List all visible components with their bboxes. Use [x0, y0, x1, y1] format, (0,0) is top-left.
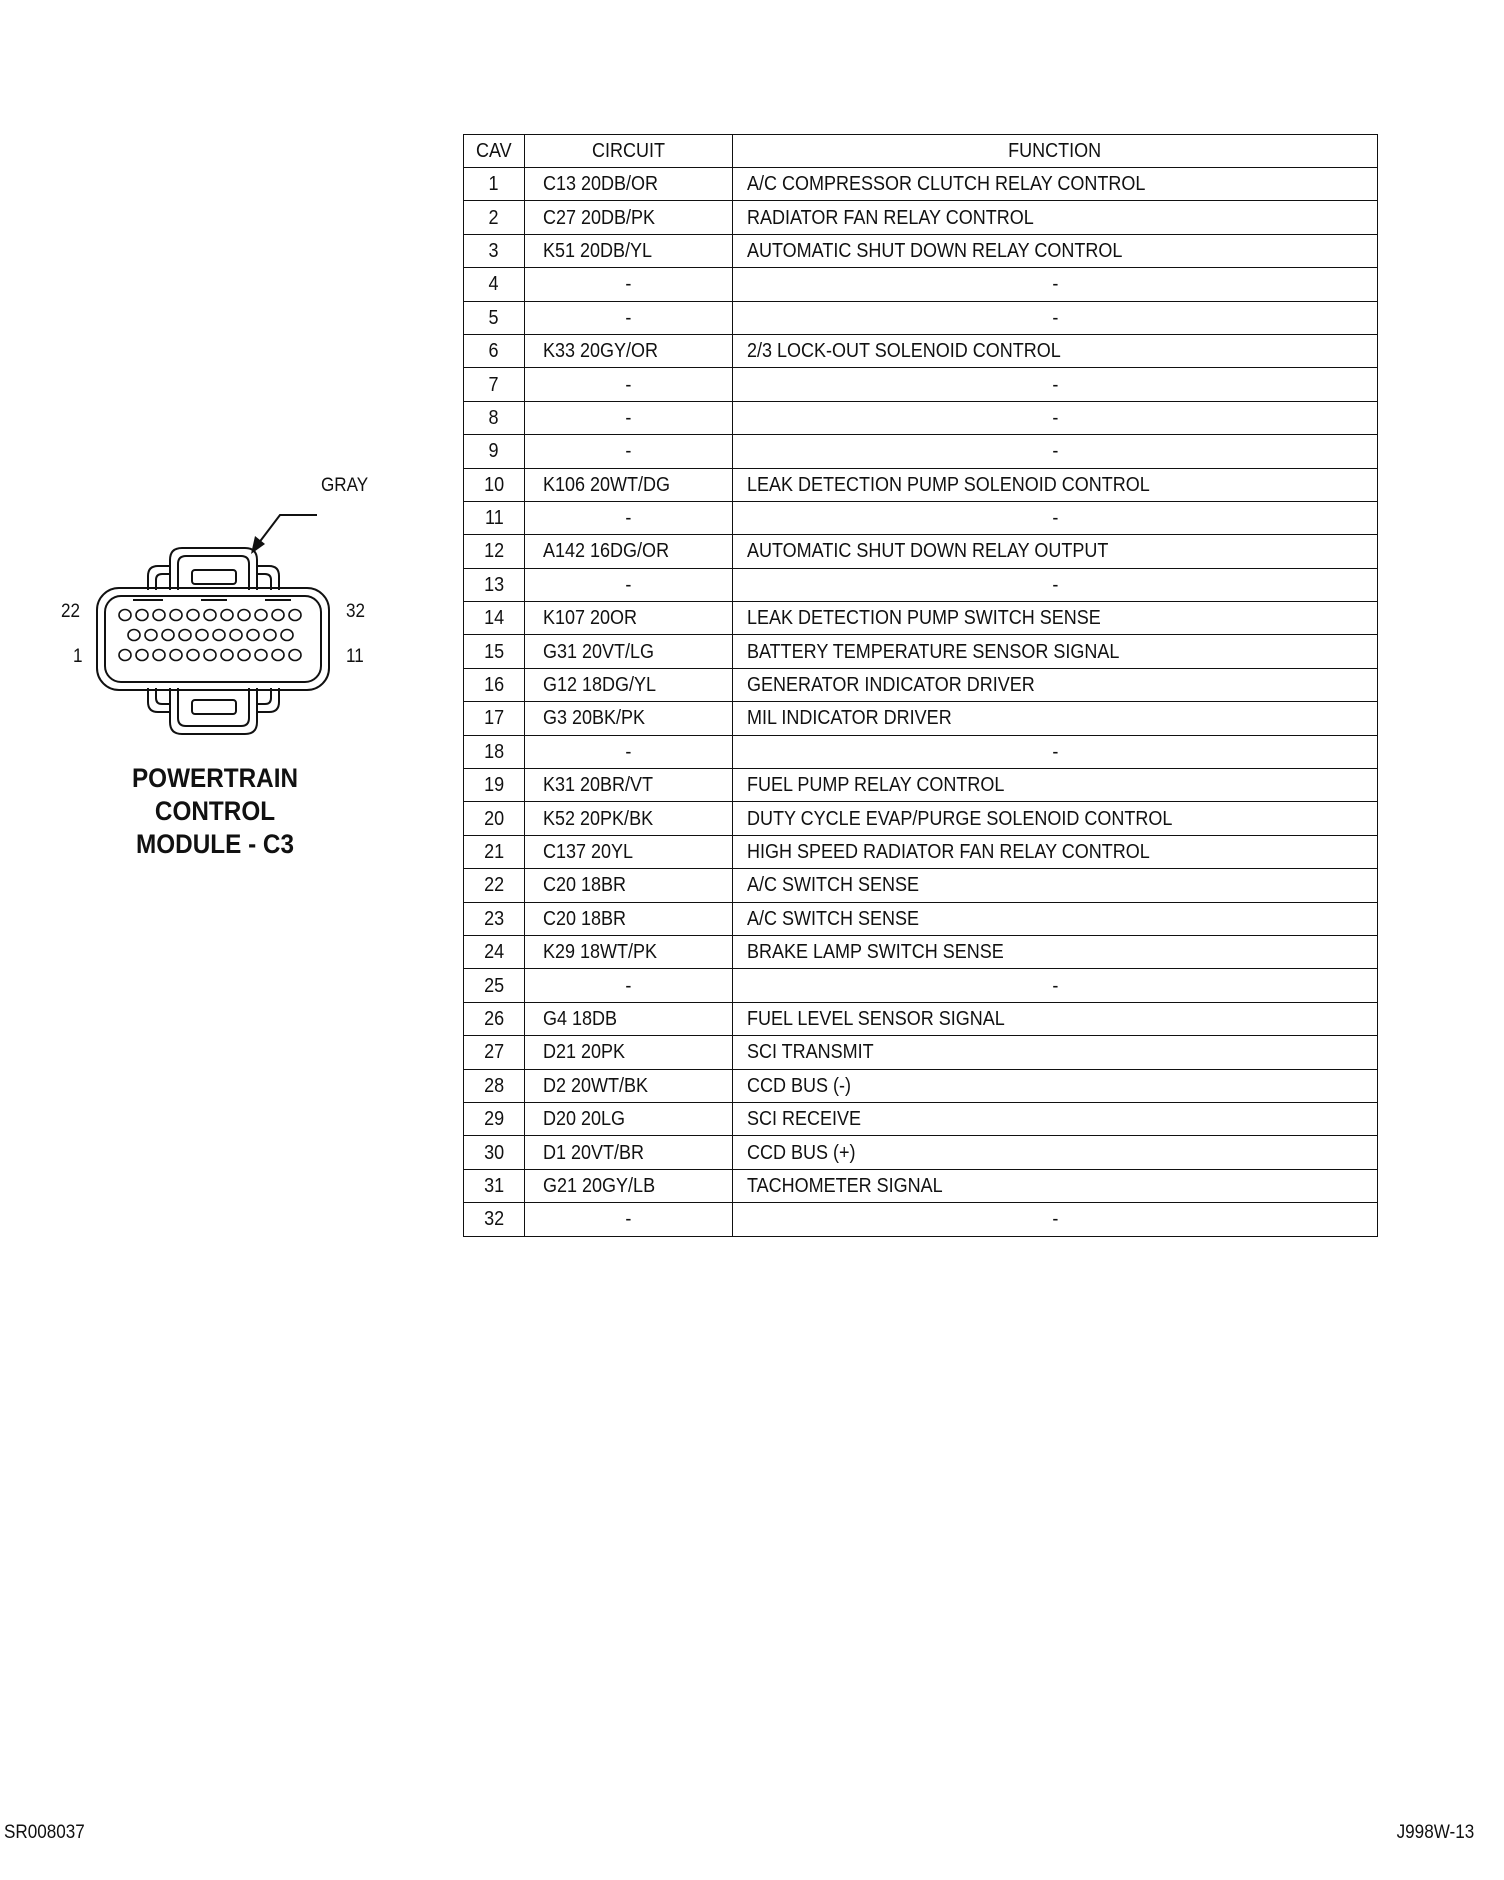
table-row [464, 902, 1378, 935]
table-row [464, 334, 1378, 367]
module-name-line: CONTROL [154, 796, 276, 826]
function-cell: 2/3 LOCK-OUT SOLENOID CONTROL [733, 334, 1378, 367]
document-code-right: J998W-13 [1396, 1822, 1474, 1843]
circuit-cell: A142 16DG/OR [525, 535, 733, 568]
table-row [464, 1136, 1378, 1169]
circuit-cell: - [525, 368, 733, 401]
connector-diagram [55, 460, 385, 760]
cav-cell: 26 [464, 1002, 525, 1035]
table-row [464, 602, 1378, 635]
table-row [464, 735, 1378, 768]
module-name [121, 762, 310, 861]
header-circuit: CIRCUIT [525, 135, 733, 168]
function-cell: CCD BUS (-) [733, 1069, 1378, 1102]
table-row [464, 769, 1378, 802]
pin-label-11: 11 [346, 646, 364, 667]
table-row [464, 835, 1378, 868]
table-row [464, 1102, 1378, 1135]
table-row [464, 234, 1378, 267]
cav-cell: 29 [464, 1102, 525, 1135]
table-row [464, 401, 1378, 434]
cav-cell: 16 [464, 668, 525, 701]
circuit-cell: K31 20BR/VT [525, 769, 733, 802]
pin-label-22: 22 [61, 601, 81, 622]
table-row [464, 1169, 1378, 1202]
cav-cell: 13 [464, 568, 525, 601]
cav-cell: 2 [464, 201, 525, 234]
circuit-cell: - [525, 501, 733, 534]
document-code-left: SR008037 [4, 1822, 85, 1843]
table-row [464, 268, 1378, 301]
cav-cell: 14 [464, 602, 525, 635]
circuit-cell: D21 20PK [525, 1036, 733, 1069]
circuit-cell: K106 20WT/DG [525, 468, 733, 501]
function-cell: FUEL PUMP RELAY CONTROL [733, 769, 1378, 802]
circuit-cell: K33 20GY/OR [525, 334, 733, 367]
pin-label-1: 1 [73, 646, 83, 667]
connector-color-label: GRAY [321, 475, 369, 496]
circuit-cell: D1 20VT/BR [525, 1136, 733, 1169]
function-cell: - [733, 568, 1378, 601]
circuit-cell: K29 18WT/PK [525, 935, 733, 968]
circuit-cell: G12 18DG/YL [525, 668, 733, 701]
table-row [464, 969, 1378, 1002]
module-name-line: MODULE - C3 [136, 829, 294, 859]
cav-cell: 20 [464, 802, 525, 835]
table-row [464, 535, 1378, 568]
table-row [464, 702, 1378, 735]
circuit-cell: K51 20DB/YL [525, 234, 733, 267]
circuit-cell: K52 20PK/BK [525, 802, 733, 835]
table-row [464, 869, 1378, 902]
circuit-cell: C137 20YL [525, 835, 733, 868]
circuit-cell: C27 20DB/PK [525, 201, 733, 234]
cav-cell: 27 [464, 1036, 525, 1069]
function-cell: A/C SWITCH SENSE [733, 902, 1378, 935]
cav-cell: 7 [464, 368, 525, 401]
function-cell: AUTOMATIC SHUT DOWN RELAY CONTROL [733, 234, 1378, 267]
table-row [464, 501, 1378, 534]
cav-cell: 17 [464, 702, 525, 735]
function-cell: SCI TRANSMIT [733, 1036, 1378, 1069]
circuit-cell: - [525, 401, 733, 434]
table-row [464, 668, 1378, 701]
circuit-cell: C13 20DB/OR [525, 168, 733, 201]
cav-cell: 30 [464, 1136, 525, 1169]
table-row [464, 635, 1378, 668]
circuit-cell: G31 20VT/LG [525, 635, 733, 668]
cav-cell: 11 [464, 501, 525, 534]
cav-cell: 6 [464, 334, 525, 367]
function-cell: - [733, 301, 1378, 334]
header-function: FUNCTION [733, 135, 1378, 168]
pinout-table [463, 134, 1378, 1237]
function-cell: - [733, 268, 1378, 301]
function-cell: - [733, 501, 1378, 534]
function-cell: HIGH SPEED RADIATOR FAN RELAY CONTROL [733, 835, 1378, 868]
cav-cell: 3 [464, 234, 525, 267]
function-cell: AUTOMATIC SHUT DOWN RELAY OUTPUT [733, 535, 1378, 568]
table-row [464, 301, 1378, 334]
function-cell: - [733, 969, 1378, 1002]
circuit-cell: D2 20WT/BK [525, 1069, 733, 1102]
cav-cell: 18 [464, 735, 525, 768]
cav-cell: 15 [464, 635, 525, 668]
table-row [464, 368, 1378, 401]
table-row [464, 468, 1378, 501]
function-cell: - [733, 368, 1378, 401]
cav-cell: 8 [464, 401, 525, 434]
cav-cell: 12 [464, 535, 525, 568]
cav-cell: 10 [464, 468, 525, 501]
function-cell: MIL INDICATOR DRIVER [733, 702, 1378, 735]
table-header-row [464, 135, 1378, 168]
circuit-cell: - [525, 268, 733, 301]
cav-cell: 19 [464, 769, 525, 802]
function-cell: BRAKE LAMP SWITCH SENSE [733, 935, 1378, 968]
function-cell: A/C SWITCH SENSE [733, 869, 1378, 902]
connector-outline-icon [55, 460, 385, 760]
cav-cell: 9 [464, 435, 525, 468]
function-cell: SCI RECEIVE [733, 1102, 1378, 1135]
cav-cell: 23 [464, 902, 525, 935]
circuit-cell: C20 18BR [525, 869, 733, 902]
circuit-cell: K107 20OR [525, 602, 733, 635]
function-cell: LEAK DETECTION PUMP SOLENOID CONTROL [733, 468, 1378, 501]
cav-cell: 28 [464, 1069, 525, 1102]
table-row [464, 935, 1378, 968]
function-cell: A/C COMPRESSOR CLUTCH RELAY CONTROL [733, 168, 1378, 201]
cav-cell: 32 [464, 1203, 525, 1236]
circuit-cell: G21 20GY/LB [525, 1169, 733, 1202]
table-row [464, 168, 1378, 201]
circuit-cell: - [525, 435, 733, 468]
circuit-cell: - [525, 735, 733, 768]
table-row [464, 1036, 1378, 1069]
table-row [464, 802, 1378, 835]
table-row [464, 1002, 1378, 1035]
circuit-cell: C20 18BR [525, 902, 733, 935]
table-row [464, 435, 1378, 468]
function-cell: - [733, 1203, 1378, 1236]
circuit-cell: G4 18DB [525, 1002, 733, 1035]
cav-cell: 25 [464, 969, 525, 1002]
function-cell: TACHOMETER SIGNAL [733, 1169, 1378, 1202]
function-cell: - [733, 435, 1378, 468]
cav-cell: 31 [464, 1169, 525, 1202]
cav-cell: 21 [464, 835, 525, 868]
function-cell: RADIATOR FAN RELAY CONTROL [733, 201, 1378, 234]
cav-cell: 22 [464, 869, 525, 902]
cav-cell: 4 [464, 268, 525, 301]
table-row [464, 1069, 1378, 1102]
cav-cell: 24 [464, 935, 525, 968]
module-name-line: POWERTRAIN [131, 763, 299, 793]
function-cell: - [733, 735, 1378, 768]
circuit-cell: - [525, 969, 733, 1002]
table-row [464, 201, 1378, 234]
circuit-cell: - [525, 1203, 733, 1236]
circuit-cell: D20 20LG [525, 1102, 733, 1135]
cav-cell: 1 [464, 168, 525, 201]
function-cell: DUTY CYCLE EVAP/PURGE SOLENOID CONTROL [733, 802, 1378, 835]
function-cell: - [733, 401, 1378, 434]
circuit-cell: - [525, 301, 733, 334]
cav-cell: 5 [464, 301, 525, 334]
function-cell: FUEL LEVEL SENSOR SIGNAL [733, 1002, 1378, 1035]
circuit-cell: G3 20BK/PK [525, 702, 733, 735]
function-cell: GENERATOR INDICATOR DRIVER [733, 668, 1378, 701]
circuit-cell: - [525, 568, 733, 601]
header-cav: CAV [464, 135, 525, 168]
table-row [464, 568, 1378, 601]
table-row [464, 1203, 1378, 1236]
pinout-table-body [464, 168, 1378, 1237]
function-cell: LEAK DETECTION PUMP SWITCH SENSE [733, 602, 1378, 635]
pin-label-32: 32 [346, 601, 366, 622]
function-cell: CCD BUS (+) [733, 1136, 1378, 1169]
function-cell: BATTERY TEMPERATURE SENSOR SIGNAL [733, 635, 1378, 668]
